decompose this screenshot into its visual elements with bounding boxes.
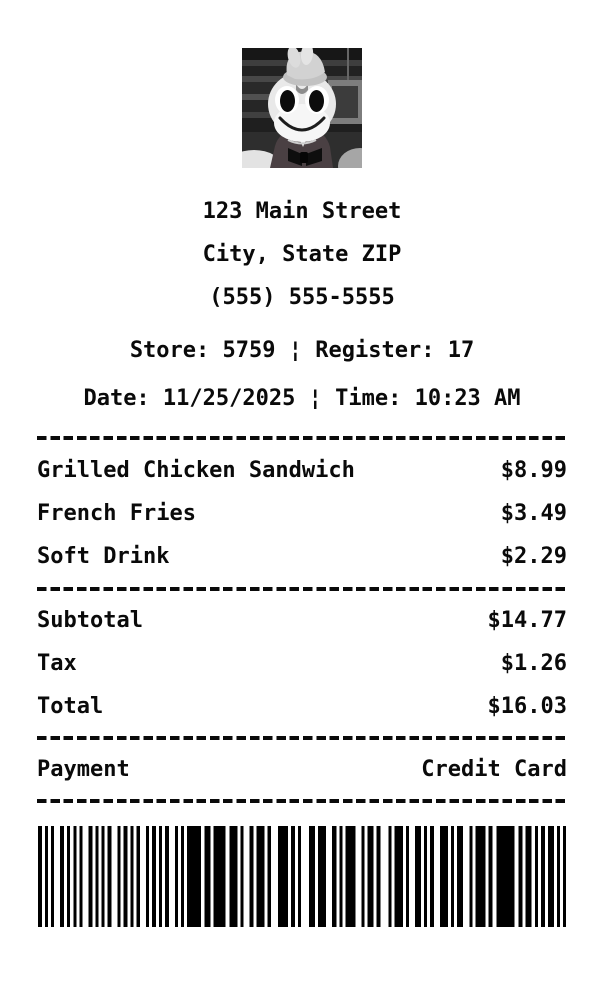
- dashed-divider: [37, 736, 567, 740]
- item-price: $8.99: [500, 458, 567, 483]
- total-label: Total: [37, 694, 104, 719]
- payment-label: Payment: [37, 757, 130, 782]
- subtotal-value: $14.77: [487, 608, 567, 633]
- store-register-line: Store: 5759 ¦ Register: 17: [129, 338, 475, 363]
- total-row: [37, 685, 567, 728]
- dashed-divider: [37, 587, 567, 591]
- payment-section: [37, 748, 567, 791]
- payment-method: Credit Card: [421, 757, 567, 782]
- item-price: $2.29: [500, 544, 567, 569]
- item-name: Soft Drink: [37, 544, 170, 569]
- item-price: $3.49: [500, 501, 567, 526]
- date-time-line: Date: 11/25/2025 ¦ Time: 10:23 AM: [83, 386, 521, 411]
- logo-image: [242, 48, 362, 168]
- total-value: $16.03: [487, 694, 567, 719]
- payment-row: [37, 748, 567, 791]
- item-row: [37, 492, 567, 535]
- address-line-city: City, State ZIP: [202, 242, 402, 267]
- tax-value: $1.26: [500, 651, 567, 676]
- item-name: French Fries: [37, 501, 196, 526]
- tax-row: [37, 642, 567, 685]
- address-block: [37, 190, 567, 319]
- items-section: [37, 449, 567, 578]
- barcode: [38, 826, 566, 927]
- dashed-divider: [37, 436, 567, 440]
- tax-label: Tax: [37, 651, 77, 676]
- dashed-divider: [37, 799, 567, 803]
- item-row: [37, 449, 567, 492]
- phone-number: (555) 555-5555: [209, 285, 395, 310]
- subtotal-label: Subtotal: [37, 608, 143, 633]
- item-row: [37, 535, 567, 578]
- subtotal-row: [37, 599, 567, 642]
- address-line-street: 123 Main Street: [202, 199, 402, 224]
- totals-section: [37, 599, 567, 728]
- item-name: Grilled Chicken Sandwich: [37, 458, 355, 483]
